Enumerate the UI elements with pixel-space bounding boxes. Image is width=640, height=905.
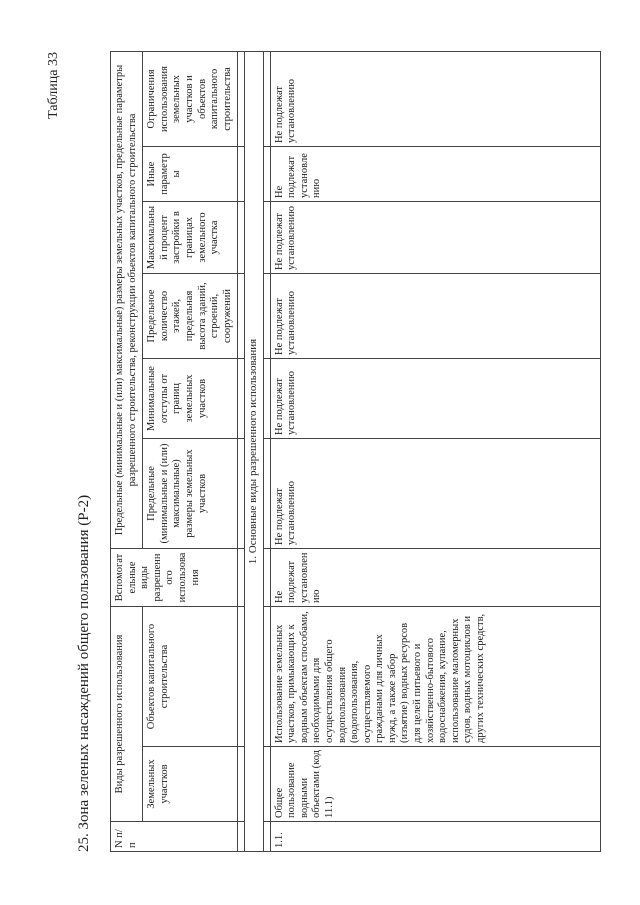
header-auxiliary: Вспомогательные виды разрешенного использования [111, 548, 238, 606]
page-title: 25. Зона зеленых насаждений общего пользования (Р-2) [76, 494, 92, 852]
header-floors: Предельное количество этажей, предельная высота зданий, строений, сооружений [143, 273, 238, 358]
header-capital-objects: Объектов капитального строительства [143, 606, 238, 746]
row-auxiliary: Не подлежат установлению [270, 548, 600, 606]
header-row-1 [111, 51, 143, 851]
row-coverage: Не подлежат установлению [270, 201, 600, 273]
row-floors: Не подлежат установлению [270, 273, 600, 358]
zoning-table [110, 52, 590, 852]
row-land: Общее пользование водными объектами (код 11.1) [270, 747, 600, 822]
table-row [270, 51, 600, 851]
header-plot-sizes: Предельные (минимальные и (или) максимальные) размеры земельных участков [143, 438, 238, 548]
row-restrictions: Не подлежат установлению [270, 51, 600, 146]
header-other-params: Иные параметры [143, 146, 238, 201]
header-setbacks: Минимальные отступы от границ земельных участков [143, 358, 238, 438]
row-capital: Использование земельных участков, примыкающих к водным объектам способами, необходимыми для осуществления общего водопользования (водопользования, осуществляемого гражданами для личных нужд, а также забор (изъятие) водных ресурсов для целей питьевого и хозяйственно-бытового водоснабжения, купание, использование маломерных судов, водных мотоциклов и других технических средств, [270, 606, 600, 746]
header-restrictions: Ограничения использования земельных участков и объектов капитального строительства [143, 51, 238, 146]
header-land-plots: Земельных участков [143, 747, 238, 822]
rotated-page [40, 32, 600, 872]
header-coverage: Максимальный процент застройки в границах земельного участка [143, 201, 238, 273]
row-setbacks: Не подлежат установлению [270, 358, 600, 438]
header-permitted-use: Виды разрешенного использования [111, 606, 143, 821]
spacer-row-2 [263, 51, 270, 851]
row-plot-sizes: Не подлежат установлению [270, 438, 600, 548]
section-title: 1. Основные виды разрешенного использования [245, 51, 263, 851]
spacer-row [238, 51, 245, 851]
header-limits: Предельные (минимальные и (или) максимальные) размеры земельных участков, предельные параметры разрешенного строительства, реконструкции объектов капитального строительства [111, 51, 143, 548]
caption-row [46, 52, 70, 852]
row-num: 1.1. [270, 822, 600, 852]
header-row-2 [143, 51, 238, 851]
header-num: N п/п [111, 822, 238, 852]
table-label: Таблица 33 [46, 52, 61, 119]
row-other: Не подлежат установлению [270, 146, 600, 201]
section-row [245, 51, 263, 851]
